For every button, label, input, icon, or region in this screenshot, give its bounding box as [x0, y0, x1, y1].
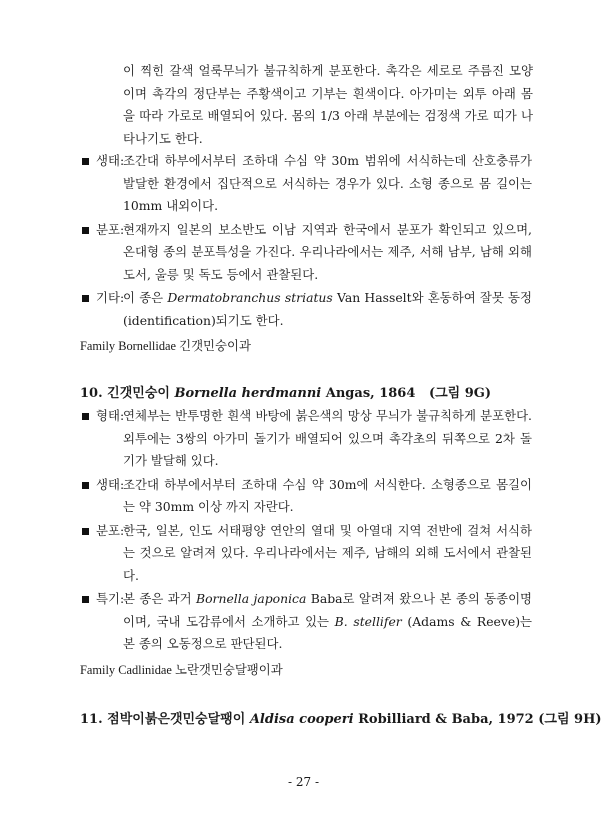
bullet-square-icon	[82, 413, 89, 420]
bullet-ecology-2: 생태: 조간대 하부에서부터 조하대 수심 약 30m에 서식한다. 소형종으로 몸길이는 약 30mm 이상 까지 자란다.	[82, 474, 532, 519]
bullet-square-icon	[82, 482, 89, 489]
bullet-other-1: 기타: 이 종은 Dermatobranchus striatus Van Hasselt와 혼동하여 잘못 동정(identification)되기도 한다.	[82, 287, 532, 332]
page-number: - 27 -	[287, 775, 319, 789]
family-bornellidae: Family Bornellidae 긴갯민숭이과	[80, 339, 251, 353]
bullet-square-icon	[82, 528, 89, 535]
bullet-distribution-1: 분포: 현재까지 일본의 보소반도 이남 지역과 한국에서 분포가 확인되고 있으며, 온대형 종의 분포특성을 가진다. 우리나라에서는 제주, 서해 남부, 남해 외해도서, 울릉 및 독도 등에서 관찰된다.	[82, 219, 532, 287]
bullet-morphology-2: 형태: 연체부는 반투명한 흰색 바탕에 붉은색의 망상 무늬가 불규칙하게 분포한다. 외투에는 3쌍의 아가미 돌기가 배열되어 있으며 촉각초의 뒤쪽으로 2차 돌기가 발달해 있다.	[82, 405, 532, 473]
bullet-remark-2: 특기: 본 종은 과거 Bornella japonica Baba로 알려져 왔으나 본 종의 동종이명이며, 국내 도감류에서 소개하고 있는 B. stellifer (Adams & Reeve)는 본 종의 오동정으로 판단된다.	[82, 588, 532, 656]
species-heading-11: 11. 점박이붉은갯민숭달팽이 Aldisa cooperi Robilliard & Baba, 1972 (그림 9H)	[80, 712, 602, 727]
species-heading-10: 10. 긴갯민숭이 Bornella herdmanni Angas, 1864 (그림 9G)	[80, 386, 492, 401]
section1-list	[82, 150, 532, 332]
bullet-square-icon	[82, 227, 89, 234]
section2-list	[82, 405, 532, 656]
bullet-ecology-1: 생태: 조간대 하부에서부터 조하대 수심 약 30m 범위에 서식하는데 산호충류가 발달한 환경에서 집단적으로 서식하는 경우가 있다. 소형 종으로 몸 길이는 10mm 내외이다.	[82, 150, 532, 218]
bullet-square-icon	[82, 596, 89, 603]
family-cadlinidae: Family Cadlinidae 노란갯민숭달팽이과	[80, 663, 283, 677]
continuation-paragraph: 이 찍힌 갈색 얼룩무늬가 불규칙하게 분포한다. 촉각은 세로로 주름진 모양이며 촉각의 정단부는 주황색이고 기부는 흰색이다. 아가미는 외투 아래 몸을 따라 가로로 배열되어 있다. 몸의 1/3 아래 부분에는 검정색 가로 띠가 나타나기도 한다.	[123, 63, 533, 146]
bullet-square-icon	[82, 295, 89, 302]
bullet-square-icon	[82, 158, 89, 165]
bullet-distribution-2: 분포: 한국, 일본, 인도 서태평양 연안의 열대 및 아열대 지역 전반에 걸쳐 서식하는 것으로 알려져 있다. 우리나라에서는 제주, 남해의 외해 도서에서 관찰된다.	[82, 520, 532, 588]
